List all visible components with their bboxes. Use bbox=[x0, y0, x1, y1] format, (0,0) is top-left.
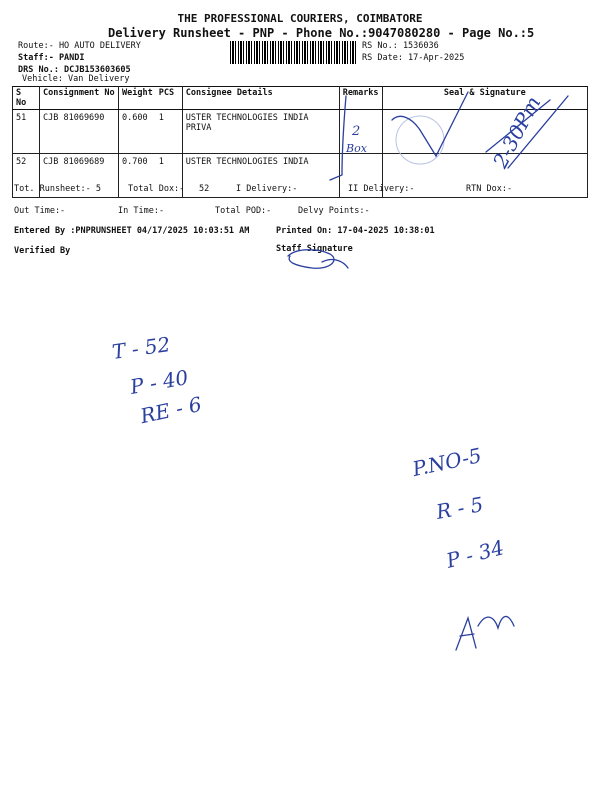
tot-runsheet: Tot. Runsheet:- 5 bbox=[14, 184, 101, 194]
runsheet-title: Delivery Runsheet - PNP - Phone No.:9047080280 - Page No.:5 bbox=[108, 26, 535, 40]
col-seal-signature: Seal & Signature bbox=[382, 87, 587, 110]
note-pno: P.NO-5 bbox=[410, 442, 484, 482]
col-weight: Weight bbox=[119, 87, 156, 110]
row-sno: 52 bbox=[13, 154, 40, 198]
company-title: THE PROFESSIONAL COURIERS, COIMBATORE bbox=[177, 12, 423, 25]
row-pcs: 1 bbox=[156, 110, 183, 154]
staff-label: Staff:- PANDI bbox=[18, 53, 85, 63]
verified-by: Verified By bbox=[14, 246, 71, 256]
in-time: In Time:- bbox=[118, 206, 165, 216]
route-label: Route:- HO AUTO DELIVERY bbox=[18, 41, 141, 51]
rs-number: RS No.: 1536036 bbox=[362, 41, 439, 51]
seal-stamp-icon bbox=[396, 116, 444, 164]
remarks-handwriting-2: Box bbox=[346, 142, 367, 155]
row-consignee: USTER TECHNOLOGIES INDIA bbox=[182, 154, 339, 198]
i-delivery: I Delivery:- bbox=[236, 184, 298, 194]
col-consignment: Consignment No bbox=[40, 87, 119, 110]
note-p: P - 40 bbox=[128, 365, 191, 399]
rtn-dox: RTN Dox:- bbox=[466, 184, 513, 194]
col-consignee: Consignee Details bbox=[182, 87, 339, 110]
col-sno: S No bbox=[13, 87, 40, 110]
total-dox: Total Dox:- bbox=[128, 184, 185, 194]
entered-by: Entered By :PNPRUNSHEET 04/17/2025 10:03:51 AM bbox=[14, 226, 250, 236]
note-re: RE - 6 bbox=[138, 391, 204, 429]
row-pcs: 1 bbox=[156, 154, 183, 198]
out-time: Out Time:- bbox=[14, 206, 66, 216]
ii-delivery: II Delivery:- bbox=[348, 184, 415, 194]
row-weight: 0.600 bbox=[119, 110, 156, 154]
row-sno: 51 bbox=[13, 110, 40, 154]
row-weight: 0.700 bbox=[119, 154, 156, 198]
delvy-points: Delvy Points:- bbox=[298, 206, 370, 216]
col-remarks: Remarks bbox=[339, 87, 382, 110]
drs-number: DRS No.: DCJB153603605 bbox=[18, 65, 131, 75]
total-pod: Total POD:- bbox=[215, 206, 272, 216]
remarks-bracket-stroke bbox=[330, 96, 346, 180]
total-dox-value: 52 bbox=[199, 184, 210, 194]
row-consignee: USTER TECHNOLOGIES INDIA PRIVA bbox=[182, 110, 339, 154]
initials-signature bbox=[456, 616, 514, 650]
staff-signature-label: Staff Signature bbox=[276, 244, 353, 254]
printed-on: Printed On: 17-04-2025 10:38:01 bbox=[276, 226, 435, 236]
staff-signature-scribble bbox=[288, 250, 348, 269]
handwritten-time: 2-30Pm bbox=[487, 92, 546, 172]
note-p34: P - 34 bbox=[443, 535, 507, 573]
col-pcs: PCS bbox=[156, 87, 183, 110]
seal-signature-check bbox=[392, 92, 468, 156]
rs-date: RS Date: 17-Apr-2025 bbox=[362, 53, 465, 63]
note-t: T - 52 bbox=[110, 332, 172, 364]
vehicle-label: Vehicle: Van Delivery bbox=[22, 74, 130, 84]
remarks-handwriting-1: 2 bbox=[352, 124, 361, 139]
row-consignment: CJB 81069689 bbox=[40, 154, 119, 198]
note-r: R - 5 bbox=[434, 492, 485, 524]
row-consignment: CJB 81069690 bbox=[40, 110, 119, 154]
